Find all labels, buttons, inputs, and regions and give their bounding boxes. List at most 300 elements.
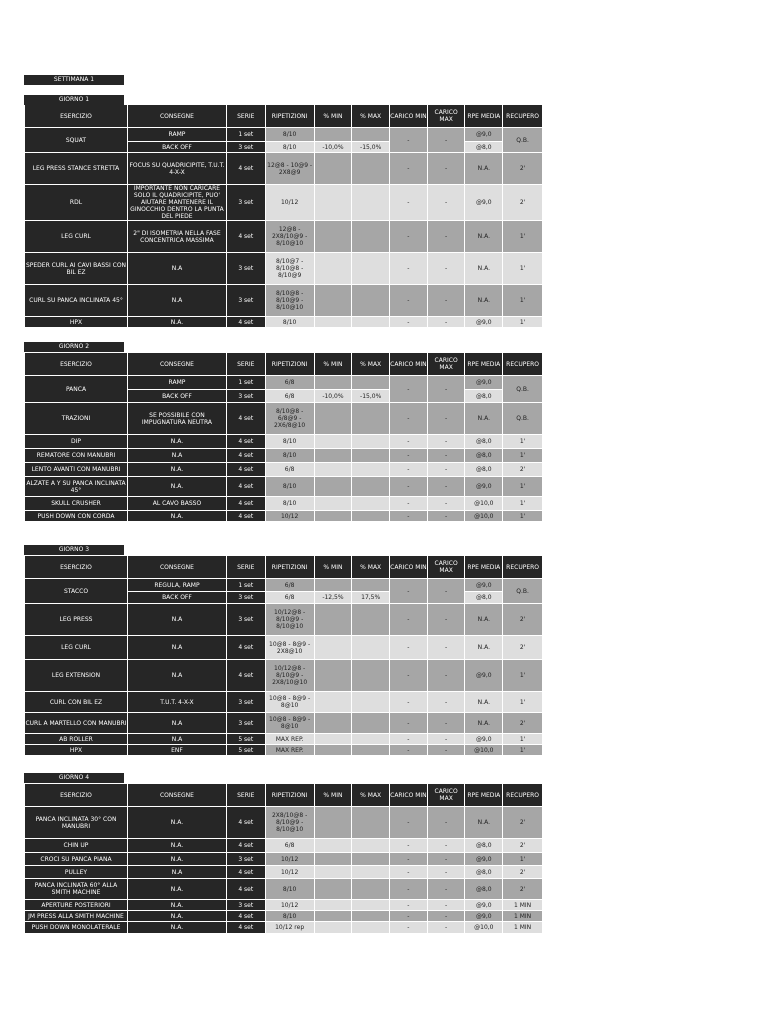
cell-pct-min: [315, 317, 352, 327]
day-table: [24, 352, 543, 522]
column-header-instructions: CONSEGNE: [128, 353, 226, 375]
column-header-load-max: CARICO MAX: [428, 556, 465, 578]
cell-pct-max: [352, 879, 389, 899]
cell-pct-min: [315, 128, 352, 141]
cell-instructions: T.U.T. 4-X-X: [128, 692, 226, 712]
cell-load-max: -: [428, 153, 465, 184]
cell-pct-min: [315, 449, 352, 462]
column-header-load-min: CARICO MIN: [390, 353, 427, 375]
cell-pct-min: [315, 745, 352, 755]
cell-instructions: N.A: [128, 449, 226, 462]
cell-instructions: BACK OFF: [128, 390, 226, 402]
cell-reps: 6/8: [266, 390, 314, 402]
cell-pct-max: 17,5%: [352, 592, 389, 603]
table-row: [25, 879, 542, 899]
cell-pct-max: [352, 660, 389, 691]
cell-pct-min: [315, 807, 352, 838]
cell-pct-max: [352, 376, 389, 389]
cell-load-min: -: [390, 477, 427, 496]
cell-rest: 1': [503, 745, 542, 755]
cell-rpe: @8,0: [465, 142, 502, 152]
cell-sets: 4 set: [227, 435, 265, 448]
day-label: GIORNO 2: [24, 342, 124, 352]
cell-pct-max: [352, 734, 389, 744]
cell-reps: 8/10: [266, 449, 314, 462]
cell-load-max: -: [428, 713, 465, 733]
cell-rpe: @9,0: [465, 900, 502, 910]
cell-exercise: CURL SU PANCA INCLINATA 45°: [25, 285, 127, 316]
cell-rest: Q.B.: [503, 579, 542, 603]
cell-load-min: -: [390, 713, 427, 733]
cell-load-max: -: [428, 128, 465, 152]
cell-load-max: -: [428, 477, 465, 496]
cell-reps: MAX REP.: [266, 745, 314, 755]
column-header-rpe: RPE MEDIA: [465, 105, 502, 127]
cell-instructions: N.A.: [128, 922, 226, 933]
column-header-load-max: CARICO MAX: [428, 784, 465, 806]
cell-reps: MAX REP.: [266, 734, 314, 744]
cell-pct-max: [352, 713, 389, 733]
table-row: [25, 128, 542, 141]
cell-reps: 8/10: [266, 477, 314, 496]
cell-sets: 3 set: [227, 900, 265, 910]
cell-rest: 1': [503, 511, 542, 521]
cell-sets: 4 set: [227, 911, 265, 921]
cell-load-min: -: [390, 853, 427, 865]
cell-instructions: N.A: [128, 636, 226, 659]
column-header-load-min: CARICO MIN: [390, 105, 427, 127]
cell-pct-max: [352, 839, 389, 852]
cell-sets: 3 set: [227, 253, 265, 284]
cell-instructions: SE POSSIBILE CON IMPUGNATURA NEUTRA: [128, 403, 226, 434]
cell-exercise: REMATORE CON MANUBRI: [25, 449, 127, 462]
cell-pct-min: -10,0%: [315, 142, 352, 152]
cell-rpe: N.A.: [465, 403, 502, 434]
cell-pct-min: [315, 511, 352, 521]
cell-rpe: @9,0: [465, 911, 502, 921]
cell-rest: Q.B.: [503, 403, 542, 434]
cell-sets: 1 set: [227, 579, 265, 591]
cell-load-max: -: [428, 745, 465, 755]
cell-rest: 1': [503, 853, 542, 865]
cell-reps: 10@8 - 8@9 - 2X8@10: [266, 636, 314, 659]
column-header-instructions: CONSEGNE: [128, 784, 226, 806]
cell-rpe: N.A.: [465, 692, 502, 712]
cell-pct-min: [315, 636, 352, 659]
cell-load-min: -: [390, 911, 427, 921]
column-header-pct-max: % MAX: [352, 105, 389, 127]
cell-rest: 1': [503, 497, 542, 510]
cell-instructions: 2" DI ISOMETRIA NELLA FASE CONCENTRICA MASSIMA: [128, 221, 226, 252]
cell-sets: 4 set: [227, 879, 265, 899]
cell-sets: 4 set: [227, 807, 265, 838]
cell-pct-min: [315, 879, 352, 899]
day-table: [24, 104, 543, 328]
day-table: [24, 783, 543, 934]
cell-load-max: -: [428, 449, 465, 462]
cell-sets: 4 set: [227, 497, 265, 510]
cell-sets: 3 set: [227, 142, 265, 152]
cell-reps: 6/8: [266, 376, 314, 389]
cell-exercise: SPEDER CURL AI CAVI BASSI CON BIL EZ: [25, 253, 127, 284]
cell-rpe: @8,0: [465, 592, 502, 603]
cell-pct-min: [315, 660, 352, 691]
cell-load-min: -: [390, 317, 427, 327]
cell-reps: 8/10@7 - 8/10@8 - 8/10@9: [266, 253, 314, 284]
cell-rest: 2': [503, 839, 542, 852]
cell-exercise: PANCA: [25, 376, 127, 402]
cell-rpe: N.A.: [465, 221, 502, 252]
cell-rpe: N.A.: [465, 285, 502, 316]
cell-reps: 12@8 - 10@9 - 2X8@9: [266, 153, 314, 184]
cell-exercise: PANCA INCLINATA 30° CON MANUBRI: [25, 807, 127, 838]
cell-pct-max: [352, 579, 389, 591]
cell-exercise: LEG CURL: [25, 636, 127, 659]
table-row: [25, 734, 542, 744]
cell-rpe: @9,0: [465, 734, 502, 744]
cell-rpe: @8,0: [465, 449, 502, 462]
column-header-sets: SERIE: [227, 556, 265, 578]
cell-load-max: -: [428, 807, 465, 838]
cell-exercise: STACCO: [25, 579, 127, 603]
table-row: [25, 497, 542, 510]
cell-load-max: -: [428, 636, 465, 659]
cell-load-max: -: [428, 403, 465, 434]
cell-pct-max: [352, 497, 389, 510]
cell-rest: 1': [503, 221, 542, 252]
cell-rpe: @9,0: [465, 317, 502, 327]
cell-sets: 3 set: [227, 713, 265, 733]
column-header-pct-max: % MAX: [352, 353, 389, 375]
cell-exercise: HPX: [25, 745, 127, 755]
cell-pct-min: [315, 497, 352, 510]
cell-sets: 4 set: [227, 403, 265, 434]
cell-load-max: -: [428, 839, 465, 852]
cell-load-max: -: [428, 376, 465, 402]
cell-load-min: -: [390, 807, 427, 838]
table-row: [25, 900, 542, 910]
cell-instructions: FOCUS SU QUADRICIPITE, T.U.T. 4-X-X: [128, 153, 226, 184]
column-header-load-max: CARICO MAX: [428, 105, 465, 127]
cell-rpe: N.A.: [465, 153, 502, 184]
cell-reps: 8/10: [266, 497, 314, 510]
cell-exercise: PULLEY: [25, 866, 127, 878]
cell-reps: 10@8 - 8@9 - 8@10: [266, 713, 314, 733]
cell-sets: 5 set: [227, 734, 265, 744]
cell-reps: 6/8: [266, 579, 314, 591]
cell-pct-max: [352, 317, 389, 327]
cell-instructions: N.A.: [128, 477, 226, 496]
column-header-instructions: CONSEGNE: [128, 105, 226, 127]
cell-pct-max: [352, 449, 389, 462]
cell-load-max: -: [428, 660, 465, 691]
column-header-pct-min: % MIN: [315, 556, 352, 578]
cell-reps: 10/12@8 - 8/10@9 - 8/10@10: [266, 604, 314, 635]
cell-exercise: ALZATE A Y SU PANCA INCLINATA 45°: [25, 477, 127, 496]
cell-rest: 1 MIN: [503, 900, 542, 910]
cell-reps: 8/10: [266, 317, 314, 327]
cell-instructions: N.A: [128, 713, 226, 733]
cell-pct-max: [352, 221, 389, 252]
cell-reps: 10/12: [266, 853, 314, 865]
cell-exercise: SQUAT: [25, 128, 127, 152]
table-row: [25, 660, 542, 691]
cell-rpe: @9,0: [465, 477, 502, 496]
cell-reps: 12@8 - 2X8/10@9 - 8/10@10: [266, 221, 314, 252]
cell-pct-min: [315, 866, 352, 878]
cell-pct-max: -15,0%: [352, 390, 389, 402]
cell-instructions: N.A.: [128, 853, 226, 865]
cell-load-min: -: [390, 692, 427, 712]
cell-instructions: BACK OFF: [128, 592, 226, 603]
cell-rest: 1 MIN: [503, 911, 542, 921]
column-header-rpe: RPE MEDIA: [465, 556, 502, 578]
cell-exercise: TRAZIONI: [25, 403, 127, 434]
cell-load-max: -: [428, 604, 465, 635]
cell-pct-max: [352, 185, 389, 220]
column-header-reps: RIPETIZIONI: [266, 105, 314, 127]
cell-exercise: CURL CON BIL EZ: [25, 692, 127, 712]
cell-exercise: CROCI SU PANCA PIANA: [25, 853, 127, 865]
cell-load-max: -: [428, 866, 465, 878]
cell-sets: 3 set: [227, 185, 265, 220]
cell-rpe: @9,0: [465, 660, 502, 691]
cell-exercise: DIP: [25, 435, 127, 448]
cell-exercise: LEG CURL: [25, 221, 127, 252]
cell-load-min: -: [390, 376, 427, 402]
cell-rest: Q.B.: [503, 128, 542, 152]
cell-instructions: RAMP: [128, 376, 226, 389]
cell-load-min: -: [390, 900, 427, 910]
cell-load-min: -: [390, 253, 427, 284]
table-row: [25, 579, 542, 591]
cell-pct-max: [352, 922, 389, 933]
column-header-reps: RIPETIZIONI: [266, 353, 314, 375]
cell-pct-max: [352, 285, 389, 316]
cell-rest: 2': [503, 807, 542, 838]
cell-load-min: -: [390, 497, 427, 510]
table-row: [25, 807, 542, 838]
cell-rpe: @10,0: [465, 745, 502, 755]
cell-exercise: PUSH DOWN MONOLATERALE: [25, 922, 127, 933]
cell-reps: 8/10: [266, 879, 314, 899]
cell-pct-max: [352, 463, 389, 476]
column-header-pct-min: % MIN: [315, 353, 352, 375]
table-row: [25, 692, 542, 712]
cell-sets: 4 set: [227, 636, 265, 659]
cell-pct-min: -10,0%: [315, 390, 352, 402]
column-header-rest: RECUPERO: [503, 784, 542, 806]
cell-rest: 2': [503, 604, 542, 635]
table-row: [25, 285, 542, 316]
cell-rest: 1': [503, 477, 542, 496]
cell-pct-min: [315, 403, 352, 434]
cell-rpe: N.A.: [465, 604, 502, 635]
cell-rest: 1': [503, 734, 542, 744]
cell-rest: 2': [503, 185, 542, 220]
table-row: [25, 636, 542, 659]
cell-reps: 10/12: [266, 866, 314, 878]
cell-rest: 1': [503, 317, 542, 327]
cell-rest: 2': [503, 879, 542, 899]
table-row: [25, 922, 542, 933]
table-row: [25, 221, 542, 252]
cell-load-max: -: [428, 511, 465, 521]
cell-rpe: N.A.: [465, 253, 502, 284]
column-header-rpe: RPE MEDIA: [465, 353, 502, 375]
table-row: [25, 253, 542, 284]
table-row: [25, 317, 542, 327]
table-row: [25, 911, 542, 921]
cell-pct-min: [315, 900, 352, 910]
cell-rpe: @9,0: [465, 128, 502, 141]
cell-load-max: -: [428, 911, 465, 921]
table-row: [25, 435, 542, 448]
cell-rpe: @8,0: [465, 435, 502, 448]
cell-pct-min: [315, 911, 352, 921]
cell-reps: 8/10: [266, 435, 314, 448]
column-header-rest: RECUPERO: [503, 353, 542, 375]
cell-load-min: -: [390, 449, 427, 462]
cell-pct-min: [315, 253, 352, 284]
cell-load-min: -: [390, 153, 427, 184]
cell-pct-min: [315, 153, 352, 184]
cell-instructions: N.A.: [128, 511, 226, 521]
cell-sets: 3 set: [227, 604, 265, 635]
cell-exercise: APERTURE POSTERIORI: [25, 900, 127, 910]
cell-load-min: -: [390, 839, 427, 852]
cell-pct-max: [352, 153, 389, 184]
cell-load-min: -: [390, 403, 427, 434]
cell-pct-min: [315, 692, 352, 712]
cell-pct-min: -12,5%: [315, 592, 352, 603]
column-header-instructions: CONSEGNE: [128, 556, 226, 578]
cell-load-min: -: [390, 734, 427, 744]
cell-instructions: N.A: [128, 866, 226, 878]
cell-sets: 1 set: [227, 128, 265, 141]
table-row: [25, 604, 542, 635]
cell-load-max: -: [428, 579, 465, 603]
cell-reps: 10/12: [266, 511, 314, 521]
cell-load-min: -: [390, 435, 427, 448]
cell-sets: 3 set: [227, 853, 265, 865]
cell-pct-max: [352, 477, 389, 496]
cell-rest: 1 MIN: [503, 922, 542, 933]
cell-pct-min: [315, 221, 352, 252]
cell-pct-max: [352, 511, 389, 521]
cell-rpe: @9,0: [465, 579, 502, 591]
cell-pct-max: [352, 900, 389, 910]
table-row: [25, 839, 542, 852]
cell-load-min: -: [390, 579, 427, 603]
cell-instructions: N.A.: [128, 839, 226, 852]
cell-exercise: PUSH DOWN CON CORDA: [25, 511, 127, 521]
cell-sets: 3 set: [227, 390, 265, 402]
cell-rpe: N.A.: [465, 713, 502, 733]
cell-exercise: CHIN UP: [25, 839, 127, 852]
cell-load-min: -: [390, 660, 427, 691]
column-header-reps: RIPETIZIONI: [266, 556, 314, 578]
cell-load-min: -: [390, 879, 427, 899]
cell-sets: 3 set: [227, 285, 265, 316]
cell-exercise: LEG PRESS STANCE STRETTA: [25, 153, 127, 184]
cell-rpe: @8,0: [465, 866, 502, 878]
cell-sets: 4 set: [227, 839, 265, 852]
cell-sets: 4 set: [227, 922, 265, 933]
cell-pct-min: [315, 922, 352, 933]
cell-exercise: LENTO AVANTI CON MANUBRI: [25, 463, 127, 476]
cell-pct-max: [352, 807, 389, 838]
cell-rest: 1': [503, 435, 542, 448]
cell-exercise: SKULL CRUSHER: [25, 497, 127, 510]
cell-pct-min: [315, 853, 352, 865]
cell-sets: 4 set: [227, 463, 265, 476]
table-row: [25, 463, 542, 476]
week-label: SETTIMANA 1: [24, 75, 124, 85]
cell-load-max: -: [428, 317, 465, 327]
cell-pct-min: [315, 839, 352, 852]
column-header-pct-max: % MAX: [352, 784, 389, 806]
cell-reps: 10/12@8 - 8/10@9 - 2X8/10@10: [266, 660, 314, 691]
cell-instructions: N.A: [128, 253, 226, 284]
cell-sets: 4 set: [227, 449, 265, 462]
cell-load-min: -: [390, 866, 427, 878]
cell-rest: 2': [503, 713, 542, 733]
cell-reps: 8/10: [266, 142, 314, 152]
cell-reps: 10/12: [266, 900, 314, 910]
cell-reps: 6/8: [266, 463, 314, 476]
cell-sets: 1 set: [227, 376, 265, 389]
cell-rpe: @9,0: [465, 376, 502, 389]
cell-load-min: -: [390, 636, 427, 659]
cell-exercise: JM PRESS ALLA SMITH MACHINE: [25, 911, 127, 921]
cell-exercise: CURL A MARTELLO CON MANUBRI: [25, 713, 127, 733]
table-row: [25, 511, 542, 521]
cell-exercise: AB ROLLER: [25, 734, 127, 744]
cell-load-min: -: [390, 285, 427, 316]
cell-instructions: N.A.: [128, 879, 226, 899]
cell-load-max: -: [428, 253, 465, 284]
cell-load-max: -: [428, 285, 465, 316]
cell-rpe: @10,0: [465, 922, 502, 933]
cell-rpe: @8,0: [465, 839, 502, 852]
cell-rpe: @9,0: [465, 185, 502, 220]
cell-rest: 1': [503, 285, 542, 316]
cell-load-min: -: [390, 128, 427, 152]
column-header-pct-max: % MAX: [352, 556, 389, 578]
table-row: [25, 376, 542, 389]
cell-rest: 1': [503, 692, 542, 712]
cell-exercise: HPX: [25, 317, 127, 327]
cell-load-min: -: [390, 745, 427, 755]
table-row: [25, 866, 542, 878]
table-row: [25, 153, 542, 184]
table-row: [25, 713, 542, 733]
table-row: [25, 853, 542, 865]
cell-rest: 1': [503, 253, 542, 284]
cell-pct-max: [352, 128, 389, 141]
column-header-pct-min: % MIN: [315, 784, 352, 806]
cell-instructions: N.A.: [128, 807, 226, 838]
cell-pct-max: -15,0%: [352, 142, 389, 152]
column-header-rest: RECUPERO: [503, 556, 542, 578]
cell-pct-min: [315, 713, 352, 733]
cell-pct-max: [352, 435, 389, 448]
cell-load-max: -: [428, 221, 465, 252]
cell-rpe: @10,0: [465, 511, 502, 521]
cell-reps: 8/10: [266, 128, 314, 141]
cell-rest: 2': [503, 463, 542, 476]
